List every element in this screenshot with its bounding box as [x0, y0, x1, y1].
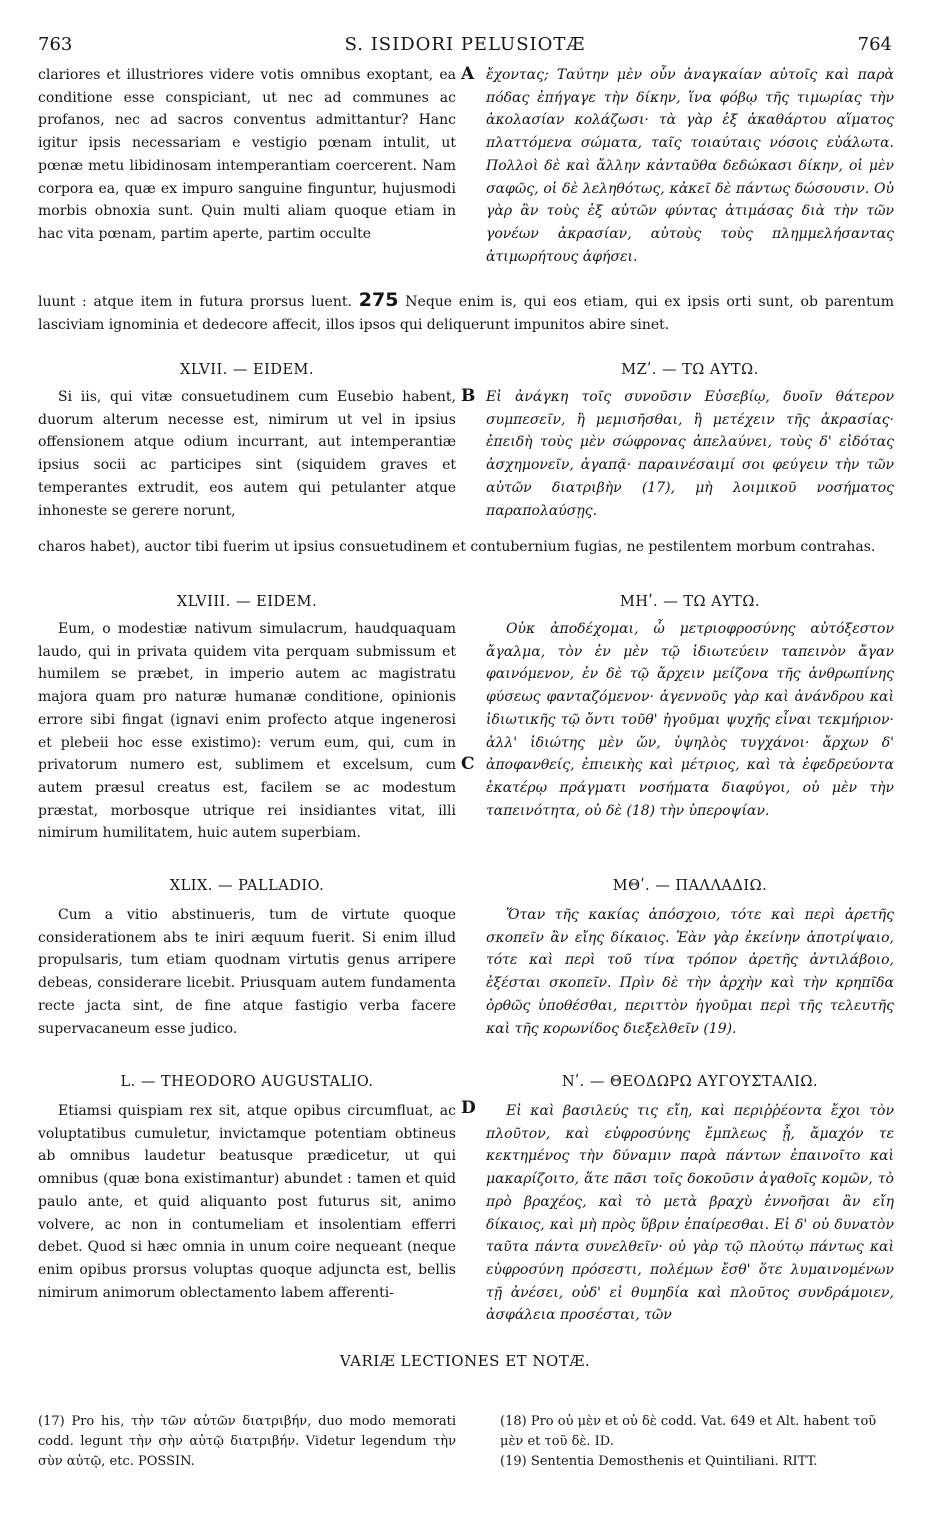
- margin-letter-c: C: [461, 754, 475, 774]
- latin-column-50: [38, 1100, 456, 1304]
- latin-continuation: charos habet), auctor tibi fuerim ut ipsius consuetudinem et contubernium fugias, ne pestilentem morbum contrahas.: [38, 539, 876, 555]
- greek-text: Ὅταν τῆς κακίας ἀπόσχοιο, τότε καὶ περὶ ἀρετῆς σκοπεῖν ἂν εἴης δίκαιος. Ἐὰν γὰρ ἐκείνην ἀποτρίψαιο, τότε καὶ περὶ τοῦ τίνα τρόπον ἀρετῆς ἀντιλάβοιο, ἐξέσται σκοπεῖν. Πρὶν δὲ τὴν ἀρχὴν καὶ τὴν κρηπῖδα ὀρθῶς ὑποθέσθαι, περιττὸν ἡγοῦμαι περὶ τῆς τελευτῆς καὶ τῆς κορωνίδος διεξελθεῖν (19).: [486, 907, 894, 1037]
- note-19: [500, 1452, 894, 1472]
- latin-heading-49: XLIX. — PALLADIO.: [169, 878, 325, 894]
- running-header: [38, 34, 892, 58]
- latin-column-47: [38, 386, 456, 522]
- latin-heading-48: XLVIII. — EIDEM.: [176, 594, 318, 610]
- greek-column-50: [486, 1100, 894, 1327]
- greek-heading-48: ΜΗʹ. — ΤΩ ΑΥΤΩ.: [619, 594, 760, 610]
- page-number-left: 763: [38, 34, 73, 55]
- full-width-continuation-47: [38, 536, 894, 559]
- note-18: [500, 1412, 894, 1452]
- page-number-right: 764: [857, 34, 892, 55]
- note-17: [38, 1412, 456, 1472]
- greek-column-49: [486, 904, 894, 1040]
- latin-column-49: [38, 904, 456, 1040]
- greek-text: ἔχοντας; Ταύτην μὲν οὖν ἀναγκαίαν αὐτοῖς καὶ παρὰ πόδας ἐπήγαγε τὴν δίκην, ἵνα φόβῳ τῆς τιμωρίας τὴν ἀκολασίαν κολάζωσι· τὰ γὰρ ἐξ ἀκαθάρτου αἵματος πλαττόμενα σώματα, ταῖς τοιαύταις νόσοις εὐάλωτα. Πολλοὶ δὲ καὶ ἄλλην κἀνταῦθα δεδώκασι δίκην, οἱ μὲν σαφῶς, οἱ δὲ λεληθότως, κἀκεῖ δὲ πάντως δώσουσιν. Οὐ γὰρ ἂν τοὺς ἐξ αὐτῶν φύντας ἀτιμάσας διὰ τὴν τῶν γονέων ἀκρασίαν, αὐτοὺς τοὺς πλημμελήσαντας ἀτιμωρήτους ἀφήσει.: [486, 67, 894, 265]
- latin-heading-47: XLVII. — EIDEM.: [180, 362, 314, 378]
- full-width-continuation: [38, 289, 894, 336]
- latin-text: Etiamsi quispiam rex sit, atque opibus circumfluat, ac voluptatibus cumuletur, invictamque potentiam obtineus ab omnibus laudetur beatusque prædicetur, ut qui omnibus (quæ bona existimantur) abundet : tamen et quid paulo ante, et quid aliquanto post futurus sit, animo volvere, ac non in contumeliam et insolentiam efferri debet. Quod si hæc omnia in unum coire nequeant (neque enim opibus prorsus voluptas quoque adjuncta est, bellis nimirum animorum oblectamento labem afferenti-: [38, 1103, 456, 1301]
- greek-heading-49: ΜΘʹ. — ΠΑΛΛΑΔΙΩ.: [612, 878, 768, 894]
- greek-heading-47: ΜΖʹ. — ΤΩ ΑΥΤΩ.: [621, 362, 759, 378]
- greek-text: Οὐκ ἀποδέχομαι, ὦ μετριοφροσύνης αὐτόξεστον ἄγαλμα, τὸν ἐν μὲν τῷ ἰδιωτεύειν ταπεινὸν ἄγαν φαινόμενον, ἐν δὲ τῷ ἄρχειν μείζονα τῆς ἀνθρωπίνης φύσεως φανταζόμενον· ἀγεννοῦς γὰρ καὶ ἀνάνδρου καὶ ἰδιωτικῆς τῷ ὄντι τοῦθ' ἡγοῦμαι ψυχῆς εἶναι τεκμήριον· ἀλλ' ἰδιώτης μὲν ὤν, ὑψηλὸς τυγχάνοι· ἄρχων δ' ἀποφανθείς, ἐπιεικὴς καὶ μέτριος, καὶ τὰ ἐφεδρεύοντα ἑκατέρῳ πράγματι νοσήματα διαφύγοι, οὐ μὲν τὴν ταπεινότητα, οὐ δὲ (18) τὴν ὑπεροψίαν.: [486, 621, 894, 819]
- margin-letter-a: A: [461, 64, 475, 84]
- greek-text: Εἰ καὶ βασιλεύς τις εἴη, καὶ περιῤῥέοντα ἔχοι τὸν πλοῦτον, καὶ εὐφροσύνης ἔμπλεως ᾖ, ἄμαχόν τε κεκτημένος τὴν δύναμιν παρὰ πάντων ἐπαινοῖτο καὶ μακαρίζοιτο, ἅτε πᾶσι τοῖς δοκοῦσιν ἀγαθοῖς κομῶν, τὸ πρὸ βραχέος, καὶ τὸ μετὰ βραχὺ ἐννοῆσαι ἂν εἴη δίκαιος, καὶ μὴ πρὸς ὕβριν ἐπαίρεσθαι. Εἰ δ' οὐ δυνατὸν ταῦτα πάντα συνελθεῖν· οὐ γὰρ τῷ πλούτῳ πάντως καὶ εὐφροσύνη πρόσεστι, πολέμων ἔσθ' ὅτε λυμαινομένων τῇ ἀνέσει, οὐδ' εἰ θυμηδία καὶ πλοῦτος συνδράμοιεν, ἀσφάλεια προσέσται, τῶν: [486, 1103, 894, 1324]
- latin-heading-50: L. — THEODORO AUGUSTALIO.: [120, 1074, 374, 1090]
- latin-continuation-b: Neque enim is, qui eos etiam, qui ex ipsis orti sunt, ob parentum lasciviam ignominia et dedecore affecit, illos ipsos qui deliquerunt impunitos abire sinet.: [38, 294, 894, 333]
- latin-text: Cum a vitio abstinueris, tum de virtute quoque considerationem abs te iniri æquum fuerit. Si enim illud propulsaris, tum etiam quodnam virtutis genus arripere debeas, considerare licebit. Priusquam autem fundamenta recte jacta sint, de fine atque fastigio verba facere supervacaneum esse judico.: [38, 907, 456, 1037]
- latin-text: Eum, o modestiæ nativum simulacrum, haudquaquam laudo, qui in privata quidem vita perquam submissum et humilem se præbet, in imperio autem ac magistratu majora quam pro naturæ humanæ conditione, opinionis errore sibi fingat (ignavi enim profecto atque ingenerosi et plebeii hoc esse existimo): verum eum, qui, cum in privatorum numero est, sublimem et excelsum, cum autem præsul creatus est, facilem se ac modestum præstat, morbosque utrique rei insidiantes vitat, illi nimirum humilitatem, huic autem superbiam.: [38, 621, 456, 842]
- note-text: (19) Sententia Demosthenis et Quintiliani. RITT.: [500, 1454, 818, 1469]
- notes-heading: VARIÆ LECTIONES ET NOTÆ.: [339, 1352, 591, 1370]
- margin-letter-d: D: [461, 1098, 476, 1118]
- latin-text: Si iis, qui vitæ consuetudinem cum Eusebio habent, duorum alterum necesse est, nimirum ut vel in ipsius offensionem atque odium incurrant, aut intemperantiæ ipsius socii ac participes sint (siquidem graves et temperantes extrudit, eos autem qui petulanter atque inhoneste se gerere norunt,: [38, 389, 456, 519]
- note-text: (18) Pro οὐ μὲν et οὐ δὲ codd. Vat. 649 et Alt. habent τοῦ μὲν et τοῦ δὲ. ID.: [500, 1414, 877, 1449]
- running-title: S. ISIDORI PELUSIOTÆ: [344, 34, 586, 55]
- greek-heading-50: Νʹ. — ΘΕΟΔΩΡΩ ΑΥΓΟΥΣΤΑΛΙΩ.: [561, 1074, 819, 1090]
- latin-continuation-a: luunt : atque item in futura prorsus luent.: [38, 294, 352, 310]
- latin-column-top: [38, 64, 456, 246]
- latin-text: clariores et illustriores videre votis omnibus exoptant, ea conditione esse conspiciant, ut nec ad communes ac profanos, nec ad sacros conventus admittantur? Hanc igitur ipsis necessariam e vestigio pœnam intulit, ut pœnæ metu libidinosam intemperantiam coercerent. Nam corpora ea, quæ ex impuro sanguine finguntur, hujusmodi morbis obnoxia sunt. Quin multi aliam quoque etiam in hac vita pœnam, partim aperte, partim occulte: [38, 67, 456, 242]
- greek-column-top: [486, 64, 894, 268]
- note-text: (17) Pro his, τὴν τῶν αὐτῶν διατριβήν, duo modo memorati codd. legunt τὴν σὴν αὐτῷ διατριβήν. Videtur legendum τὴν σὺν αὐτῷ, etc. POSSIN.: [38, 1414, 456, 1469]
- column-number: 275: [358, 289, 399, 311]
- greek-text: Εἰ ἀνάγκη τοῖς συνοῦσιν Εὐσεβίῳ, δυοῖν θάτερον συμπεσεῖν, ἢ μεμισῆσθαι, ἢ μετέχειν τῆς ἀκρασίας· ἐπειδὴ τοὺς μὲν σώφρονας ἀπελαύνει, τοὺς δ' εἰδότας ἀσχημονεῖν, ἀγαπᾷ· παραινέσαιμί σοι φεύγειν τὴν τῶν αὐτῶν διατριβὴν (17), μὴ λοιμικοῦ νοσήματος παραπολαύσῃς.: [486, 389, 894, 519]
- margin-letter-b: B: [461, 386, 476, 406]
- latin-column-48: [38, 618, 456, 845]
- greek-column-47: [486, 386, 894, 522]
- greek-column-48: [486, 618, 894, 822]
